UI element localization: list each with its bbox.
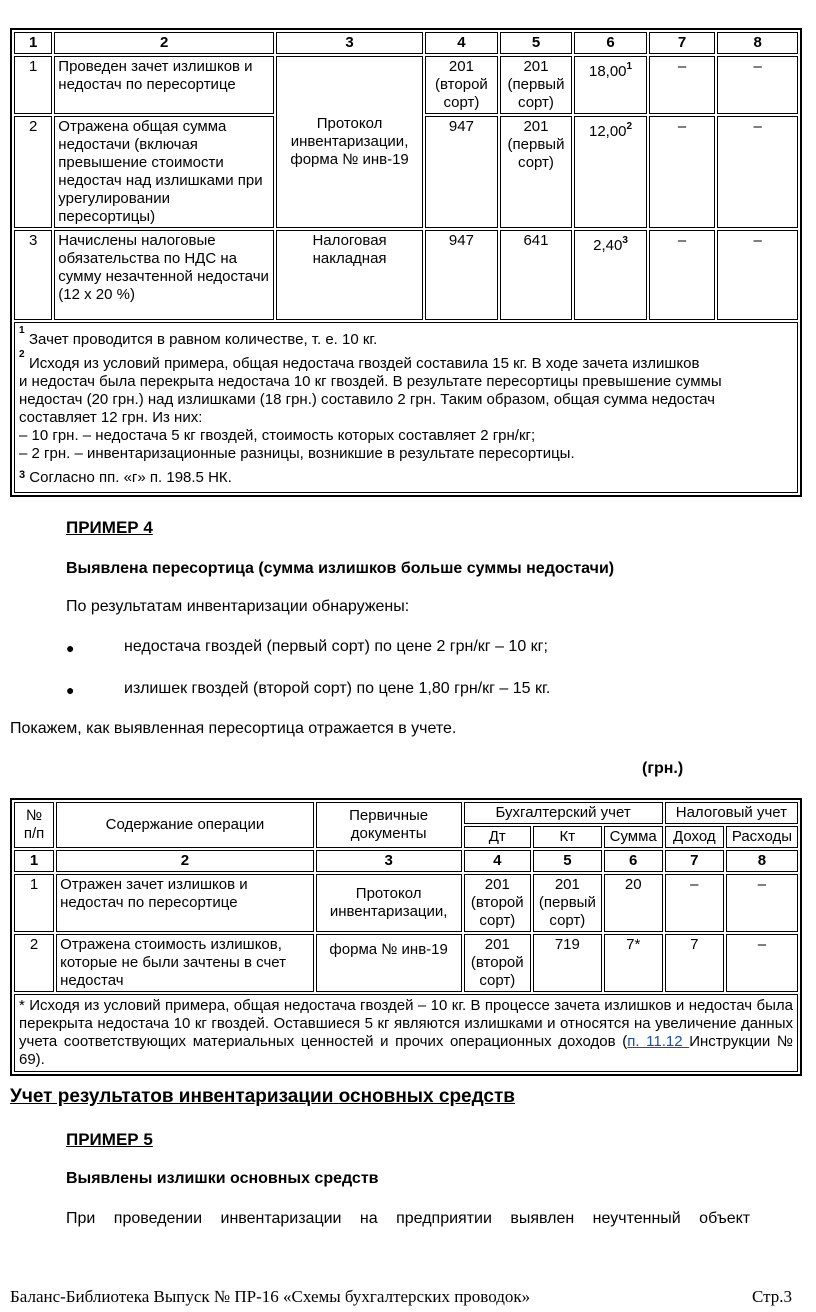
sum-cell [574,116,647,228]
header-accounting: Бухгалтерский учет [464,802,663,824]
footnotes-row [14,322,798,493]
col-num-6: 6 [604,850,663,872]
header-content: Содержание операции [56,802,314,848]
primary-document: Протокол инвентаризации, [316,874,462,932]
table-row [14,934,798,992]
sum-value: 20 [604,874,663,932]
footnote-1 [19,325,793,349]
sum-value: 7* [604,934,663,992]
example-5-subtitle: Выявлены излишки основных средств [66,1170,379,1187]
footnote-1-text: Зачет проводится в равном количестве, т. е. 10 кг. [29,331,378,348]
bullet-item: излишек гвоздей (второй сорт) по цене 1,80 грн/кг – 15 кг. [124,680,551,697]
footnote-tail: Инструкции № 69). [19,1033,793,1068]
header-income: Доход [665,826,724,848]
col-num-5: 5 [533,850,602,872]
footnote-3-text: Согласно пп. «г» п. 198.5 НК. [29,469,232,486]
col-num-5: 5 [500,32,573,54]
header-number-row [14,850,798,872]
header-credit: Кт [533,826,602,848]
operation-content: Отражена стоимость излишков, которые не были зачтены в счет недостач [56,934,314,992]
footnote-mark: 3 [622,235,628,246]
bullet-icon: ● [66,682,75,698]
footnote-2-line: Исходя из условий примера, общая недостача гвоздей составила 15 кг. В ходе зачета излишков [29,355,700,372]
footnote-2-line: и недостач была перекрыта недостача 10 кг гвоздей. В результате пересортицы превышение суммы [19,373,722,390]
section-heading: Учет результатов инвентаризации основных средств [10,1086,515,1107]
tax-expense: – [726,934,798,992]
sum-cell [574,56,647,114]
footnote-3-mark: 3 [19,469,26,481]
debit-account: 201 (второй сорт) [464,874,532,932]
credit-account: 201 (первый сорт) [500,116,573,228]
tax-expense: – [717,116,798,228]
row-number: 2 [14,934,54,992]
tax-expense: – [726,874,798,932]
footnotes-row [14,994,798,1072]
tax-expense: – [717,230,798,320]
tax-income: 7 [665,934,724,992]
footnote-2-line: – 2 грн. – инвентаризационные разницы, возникшие в результате пересортицы. [19,445,575,462]
header-debit: Дт [464,826,532,848]
sum-cell [574,230,647,320]
col-num-4: 4 [464,850,532,872]
debit-account: 947 [425,116,498,228]
col-num-2: 2 [54,32,274,54]
example-4-table [10,798,802,1076]
tax-income: – [649,116,716,228]
header-expense: Расходы [726,826,798,848]
tax-income: – [665,874,724,932]
operation-content: Проведен зачет излишков и недостач по пересортице [54,56,274,114]
col-num-3: 3 [316,850,462,872]
col-num-2: 2 [56,850,314,872]
table-row [14,56,798,114]
debit-account: 201 (второй сорт) [425,56,498,114]
footnote-2-line: – 10 грн. – недостача 5 кг гвоздей, стоимость которых составляет 2 грн/кг; [19,427,536,444]
header-number: № п/п [14,802,54,848]
primary-document: форма № инв-19 [316,934,462,992]
footnote-mark: 2 [626,121,633,132]
credit-account: 201 (первый сорт) [533,874,602,932]
row-number: 2 [14,116,52,228]
col-num-3: 3 [276,32,423,54]
col-num-1: 1 [14,850,54,872]
operation-content: Отражена общая сумма недостачи (включая превышение стоимости недостач над излишками при урегулировании пересортицы) [54,116,274,228]
col-num-4: 4 [425,32,498,54]
page-number: Стр.3 [752,1287,793,1306]
instruction-link[interactable]: п. 11.12 [627,1033,690,1050]
footnotes [14,322,798,493]
debit-account: 947 [425,230,498,320]
credit-account: 641 [500,230,573,320]
footnote-2-line: составляет 12 грн. Из них: [19,409,203,426]
sum-value: 18,00 [588,63,627,80]
header-row [14,802,798,824]
header-documents: Первичные документы [316,802,462,848]
example-5-title: ПРИМЕР 5 [66,1130,153,1149]
debit-account: 201 (второй сорт) [464,934,532,992]
bullet-item: недостача гвоздей (первый сорт) по цене 2 грн/кг – 10 кг; [124,638,548,655]
footnote-2-line: недостач (20 грн.) над излишками (18 грн.) составило 2 грн. Таким образом, общая сумма недостач [19,391,715,408]
primary-document: Протокол инвентаризации, форма № инв-19 [276,56,423,228]
header-number-row [14,32,798,54]
tax-income: – [649,56,716,114]
example-4-intro: По результатам инвентаризации обнаружены: [66,598,410,615]
credit-account: 719 [533,934,602,992]
col-num-1: 1 [14,32,52,54]
footnote-2 [19,349,793,463]
col-num-7: 7 [649,32,716,54]
footnote-2-mark: 2 [19,349,25,360]
footer-publication: Баланс-Библиотека Выпуск № ПР-16 «Схемы бухгалтерских проводок» [10,1287,531,1306]
col-num-8: 8 [717,32,798,54]
row-number: 3 [14,230,52,320]
table-row [14,230,798,320]
col-num-7: 7 [665,850,724,872]
example-4-show-text: Покажем, как выявленная пересортица отражается в учете. [10,720,457,737]
primary-document: Налоговая накладная [276,230,423,320]
table-continued [10,28,802,497]
sum-value: 12,00 [588,123,627,140]
footnote-mark: 1 [626,61,633,72]
table-footnote [14,994,798,1072]
example-4-title: ПРИМЕР 4 [66,518,153,537]
sum-value: 2,40 [593,237,623,254]
tax-income: – [649,230,716,320]
row-number: 1 [14,56,52,114]
col-num-8: 8 [726,850,798,872]
section-paragraph: При проведении инвентаризации на предприятии выявлен неучтенный объект [66,1210,751,1227]
footnote-1-mark: 1 [19,325,25,336]
footnote-text: * Исходя из условий примера, общая недостача гвоздей – 10 кг. В процессе зачета излишков и недостач была перекрыта недостача 10 кг гвоздей. Оставшиеся 5 кг являются излишками и относятся на увеличение данных учета соответствующих материальных ценностей и прочих операционных доходов ( [19,997,793,1050]
bullet-icon: ● [66,640,75,656]
operation-content: Начислены налоговые обязательства по НДС на сумму незачтенной недостачи (12 х 20 %) [54,230,274,320]
operation-content: Отражен зачет излишков и недостач по пересортице [56,874,314,932]
col-num-6: 6 [574,32,647,54]
credit-account: 201 (первый сорт) [500,56,573,114]
row-number: 1 [14,874,54,932]
table-row [14,874,798,932]
footnote-3 [19,463,793,488]
example-4-subtitle: Выявлена пересортица (сумма излишков больше суммы недостачи) [66,560,615,577]
header-tax: Налоговый учет [665,802,798,824]
header-sum: Сумма [604,826,663,848]
tax-expense: – [717,56,798,114]
unit-label: (грн.) [642,760,684,777]
